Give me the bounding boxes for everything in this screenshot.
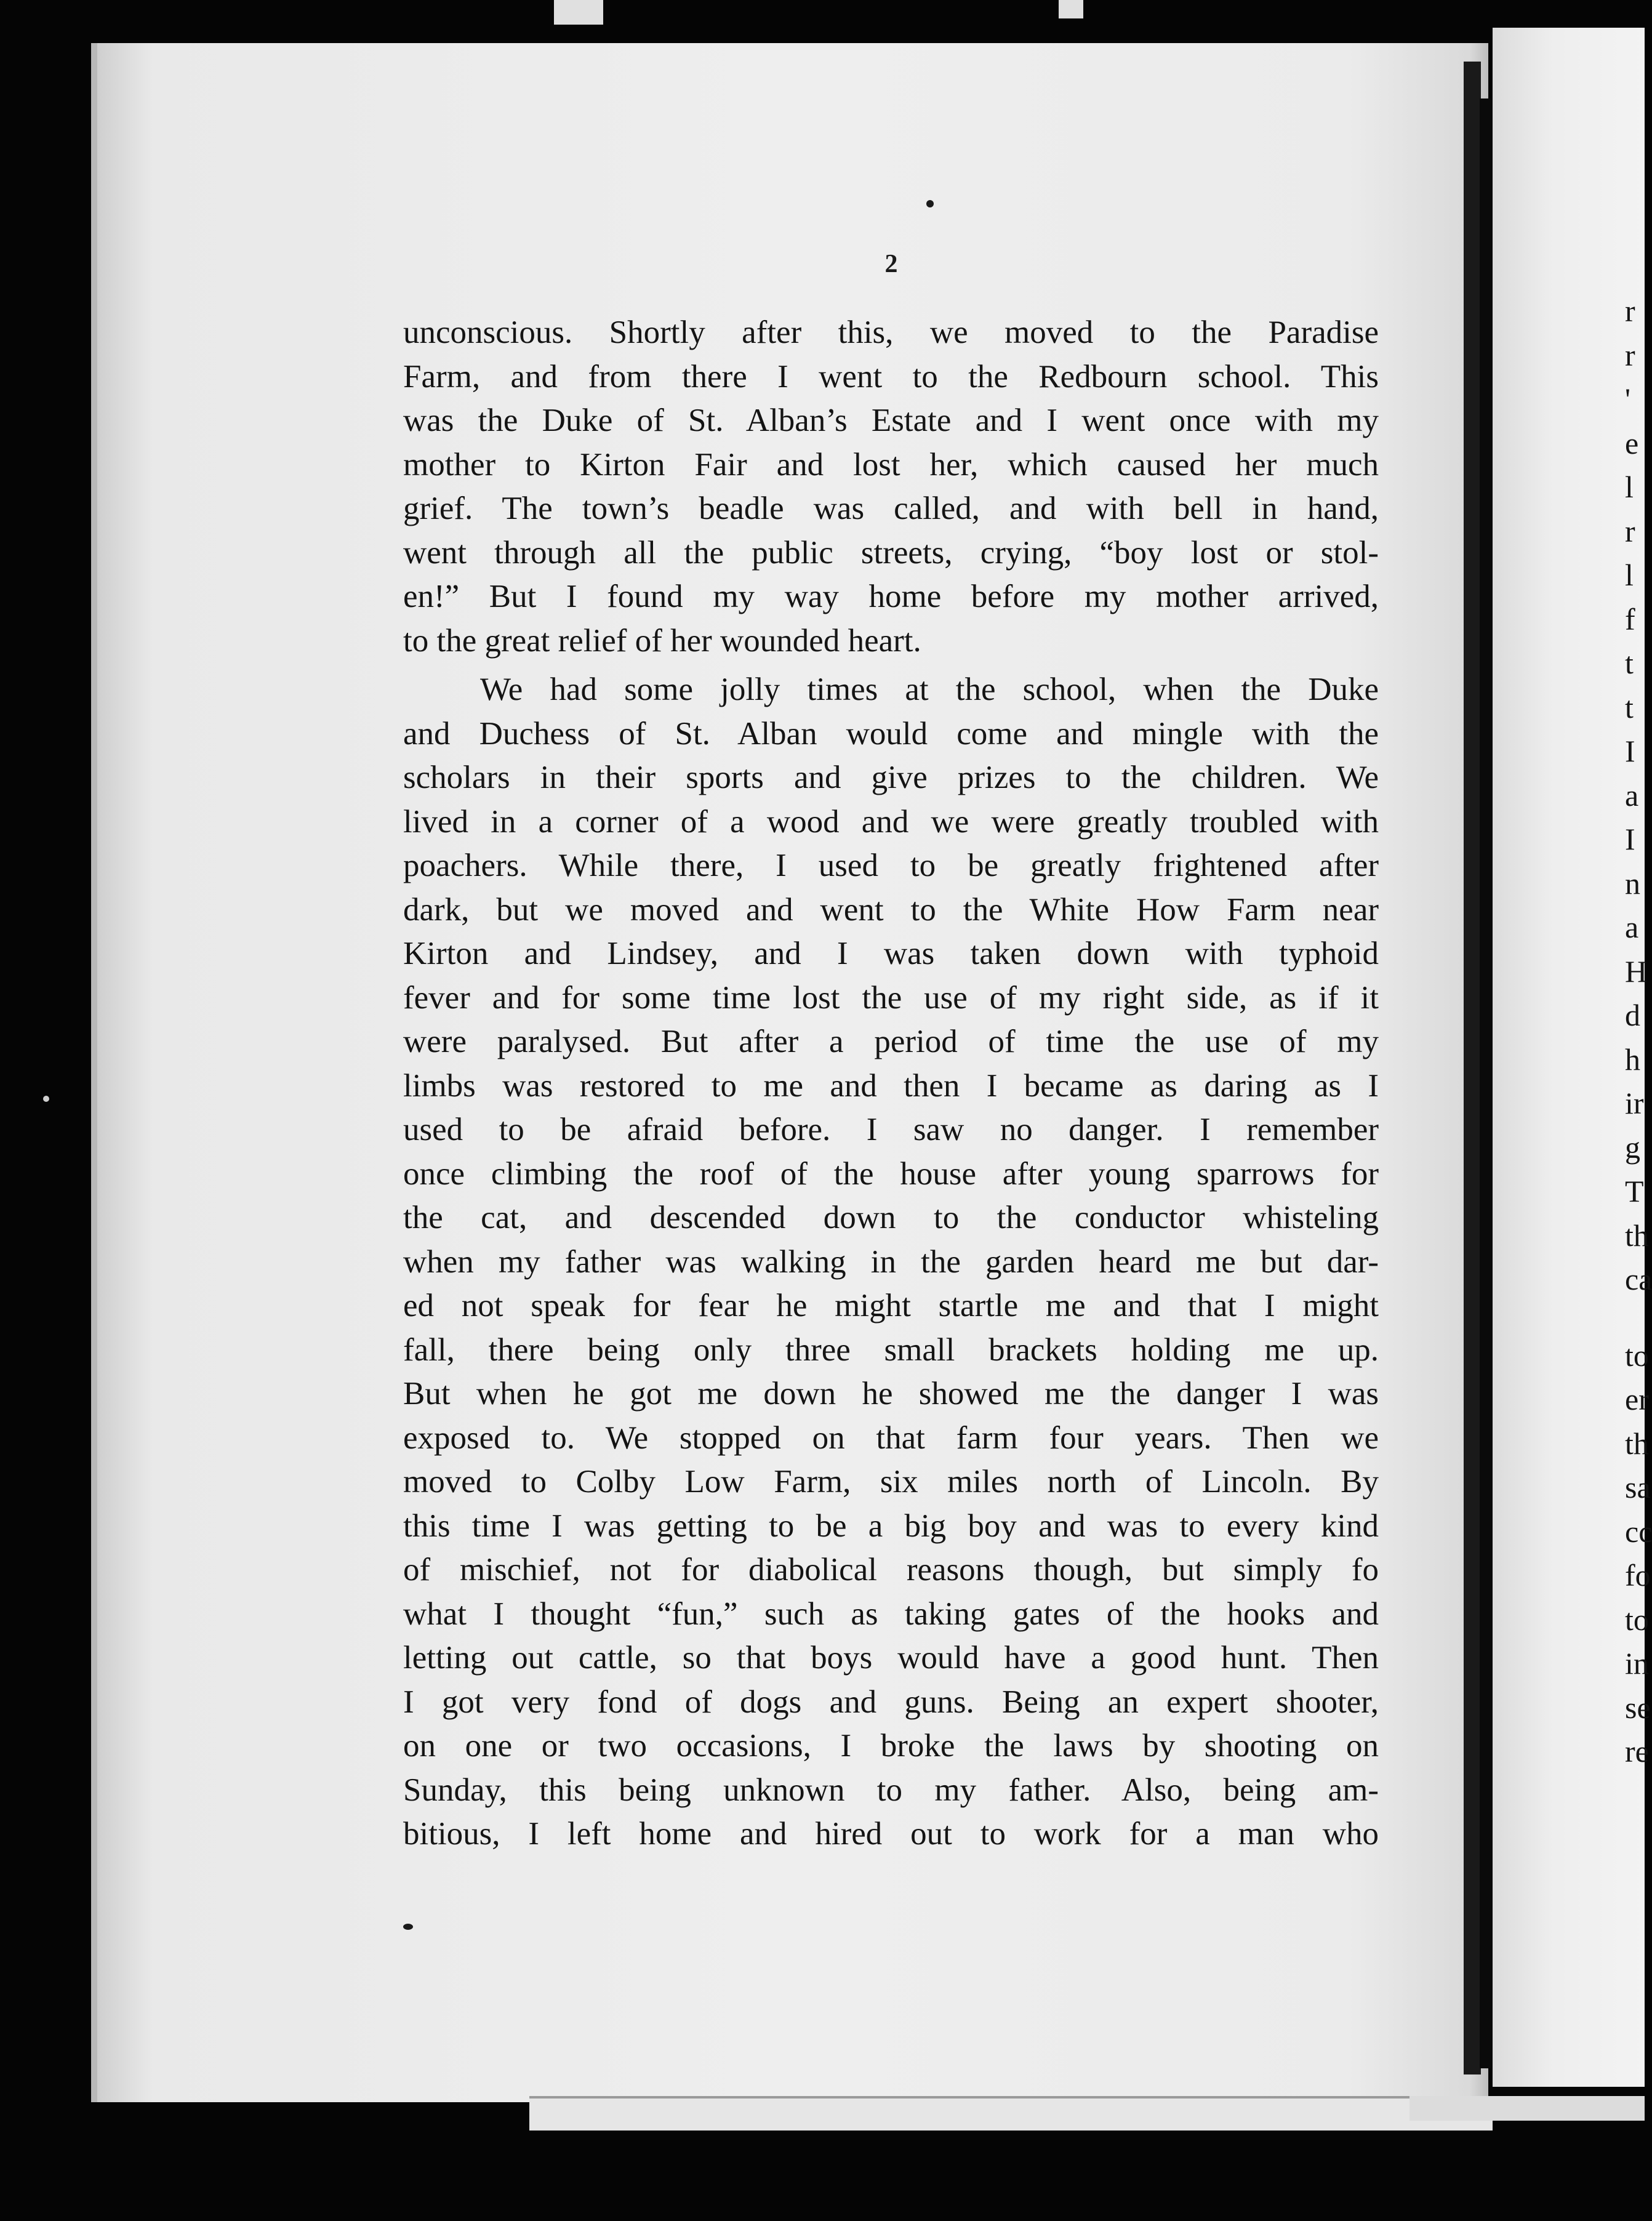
text-line: Kirton and Lindsey, and I was taken down with typhoid xyxy=(403,936,1379,971)
text-fragment: th xyxy=(1625,1426,1649,1461)
text-line: But when he got me down he showed me the danger I was xyxy=(403,1376,1379,1412)
text-fragment: l xyxy=(1625,558,1634,592)
text-line: was the Duke of St. Alban’s Estate and I went once with my xyxy=(403,403,1379,438)
paragraph xyxy=(403,311,1379,663)
bottom-page-edge xyxy=(529,2096,1493,2131)
page-gutter-shadow xyxy=(1464,62,1481,2074)
text-line: lived in a corner of a wood and we were greatly troubled with xyxy=(403,803,1379,840)
text-line: poachers. While there, I used to be greatly frightened after xyxy=(403,848,1379,883)
text-line: mother to Kirton Fair and lost her, which caused her much xyxy=(403,446,1379,483)
text-line: once climbing the roof of the house after young sparrows for xyxy=(403,1155,1379,1192)
adjacent-fragments-bottom xyxy=(1625,1334,1652,1774)
text-line: this time I was getting to be a big boy and was to every kind xyxy=(403,1508,1379,1544)
text-fragment: er xyxy=(1625,1382,1649,1416)
text-line: the cat, and descended down to the conductor whisteling xyxy=(403,1200,1379,1235)
text-line: on one or two occasions, I broke the laws by shooting on xyxy=(403,1728,1379,1764)
text-fragment: r xyxy=(1625,337,1635,372)
dust-speck xyxy=(43,1096,49,1102)
text-line: and Duchess of St. Alban would come and mingle with the xyxy=(403,715,1379,752)
text-fragment: l xyxy=(1625,470,1634,504)
text-fragment: to xyxy=(1625,1602,1649,1637)
text-line: We had some jolly times at the school, when the Duke xyxy=(480,672,1379,707)
text-fragment: sa xyxy=(1625,1470,1651,1504)
text-line: Sunday, this being unknown to my father. Also, being am- xyxy=(403,1772,1379,1808)
text-line: to the great relief of her wounded heart. xyxy=(403,622,921,659)
page-gutter xyxy=(1480,98,1491,2068)
text-fragment: t xyxy=(1625,646,1634,680)
text-fragment: cc xyxy=(1625,1514,1652,1549)
body-text xyxy=(403,311,1379,1857)
text-line: scholars in their sports and give prizes to the children. We xyxy=(403,760,1379,795)
text-fragment: I xyxy=(1625,822,1635,856)
text-line: grief. The town’s beadle was called, and with bell in hand, xyxy=(403,491,1379,526)
text-line: went through all the public streets, crying, “boy lost or stol- xyxy=(403,534,1379,571)
paragraph xyxy=(403,668,1379,1857)
text-fragment: T xyxy=(1625,1174,1644,1208)
text-line: used to be afraid before. I saw no danger. I remember xyxy=(403,1112,1379,1147)
text-line: Farm, and from there I went to the Redbourn school. This xyxy=(403,358,1379,395)
text-line: en!” But I found my way home before my mother arrived, xyxy=(403,579,1379,614)
text-fragment: a xyxy=(1625,777,1639,813)
text-fragment: r xyxy=(1625,294,1635,328)
text-fragment: r xyxy=(1625,513,1635,548)
text-line: bitious, I left home and hired out to work for a man who xyxy=(403,1816,1379,1852)
text-line: fever and for some time lost the use of my right side, as if it xyxy=(403,979,1379,1016)
text-line: unconscious. Shortly after this, we moved to the Paradise xyxy=(403,315,1379,350)
text-fragment: ' xyxy=(1625,382,1631,416)
text-line: when my father was walking in the garden heard me but dar- xyxy=(403,1243,1379,1280)
text-line: I got very fond of dogs and guns. Being an expert shooter, xyxy=(403,1684,1379,1720)
text-line: dark, but we moved and went to the White How Farm near xyxy=(403,891,1379,928)
text-fragment: ir xyxy=(1625,1086,1644,1120)
text-line: limbs was restored to me and then I became as daring as I xyxy=(403,1067,1379,1104)
text-fragment: g xyxy=(1625,1130,1640,1165)
page-number: 2 xyxy=(884,250,898,278)
top-edge-mark xyxy=(554,0,603,25)
text-fragment: a xyxy=(1625,910,1639,944)
bottom-page-edge-right xyxy=(1409,2096,1645,2121)
text-fragment: H xyxy=(1625,954,1648,989)
text-line: of mischief, not for diabolical reasons though, but simply fo xyxy=(403,1552,1379,1588)
adjacent-fragments-top xyxy=(1625,289,1652,1302)
text-fragment: d xyxy=(1625,998,1640,1032)
text-fragment: h xyxy=(1625,1042,1640,1077)
text-fragment: fo xyxy=(1625,1558,1651,1592)
text-fragment: to xyxy=(1625,1338,1649,1373)
text-line: moved to Colby Low Farm, six miles north of Lincoln. By xyxy=(403,1464,1379,1500)
text-fragment: th xyxy=(1625,1218,1649,1253)
text-line: ed not speak for fear he might startle me and that I might xyxy=(403,1288,1379,1323)
text-fragment: e xyxy=(1625,425,1639,460)
text-fragment: ca xyxy=(1625,1262,1652,1296)
text-line: letting out cattle, so that boys would have a good hunt. Then xyxy=(403,1640,1379,1676)
text-fragment: n xyxy=(1625,866,1640,901)
adjacent-page xyxy=(1493,28,1652,2087)
text-fragment: I xyxy=(1625,734,1635,768)
text-line: fall, there being only three small brackets holding me up. xyxy=(403,1331,1379,1368)
text-fragment: re xyxy=(1625,1734,1649,1769)
top-edge-mark xyxy=(1059,0,1083,18)
ink-speck xyxy=(403,1924,413,1930)
text-fragment: se xyxy=(1625,1690,1651,1725)
text-line: what I thought “fun,” such as taking gates of the hooks and xyxy=(403,1596,1379,1632)
text-fragment: in xyxy=(1625,1646,1649,1681)
text-line: were paralysed. But after a period of time the use of my xyxy=(403,1024,1379,1059)
text-line: exposed to. We stopped on that farm four years. Then we xyxy=(403,1420,1379,1456)
ink-speck xyxy=(926,200,934,207)
text-fragment: f xyxy=(1625,601,1635,637)
adjacent-page-text xyxy=(1625,289,1652,1774)
text-fragment: t xyxy=(1625,689,1634,725)
